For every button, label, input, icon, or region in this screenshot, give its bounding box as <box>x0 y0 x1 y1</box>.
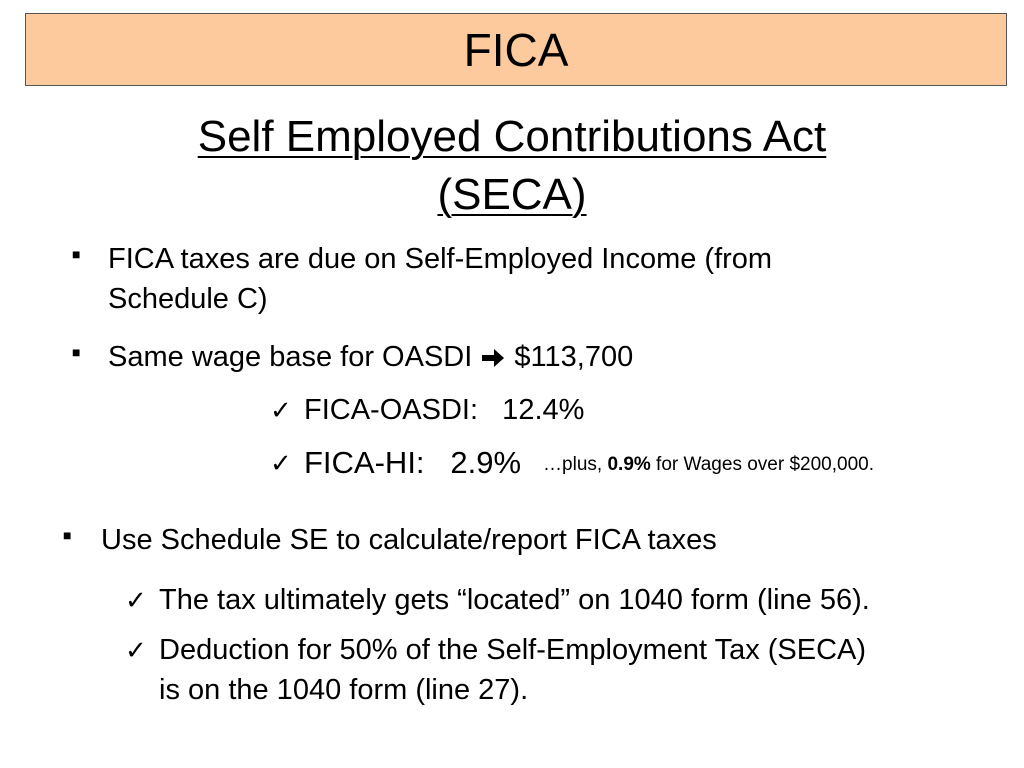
check-item-line-27 <box>125 630 866 710</box>
check-mark-icon: ✓ <box>270 448 292 478</box>
bullet-wage-base <box>72 337 633 377</box>
subtitle-line-1: Self Employed Contributions Act <box>197 112 827 161</box>
title-banner <box>25 13 1007 86</box>
bullet-schedule-se <box>63 520 717 560</box>
bullet-text: Same wage base for OASDI <box>108 341 473 373</box>
square-bullet-icon: ■ <box>63 527 72 543</box>
hi-note-rate: 0.9% <box>607 454 651 475</box>
bullet-text: Use Schedule SE to calculate/report FICA taxes <box>101 524 717 556</box>
bullet-text-line-1: FICA taxes are due on Self-Employed Income (from <box>108 243 773 275</box>
square-bullet-icon: ■ <box>72 246 81 262</box>
check-item-oasdi <box>270 390 584 430</box>
hi-note-prefix: …plus, <box>543 454 608 475</box>
bullet-text-line-2: Schedule C) <box>108 283 268 315</box>
right-arrow-icon <box>480 347 506 369</box>
oasdi-rate: FICA-OASDI: 12.4% <box>304 394 585 426</box>
hi-rate: FICA-HI: 2.9% <box>304 445 522 480</box>
wage-base-value: $113,700 <box>514 341 634 373</box>
check-item-hi <box>270 443 874 483</box>
slide-title: FICA <box>463 23 569 76</box>
check-text-line-1: Deduction for 50% of the Self-Employment Tax (SECA) <box>159 634 867 666</box>
slide-subtitle <box>0 108 1024 224</box>
check-item-line-56 <box>125 580 870 620</box>
hi-note-suffix: for Wages over $200,000. <box>650 454 874 475</box>
check-text: The tax ultimately gets “located” on 1040 form (line 56). <box>159 584 870 616</box>
check-mark-icon: ✓ <box>270 395 292 425</box>
hi-note <box>543 454 874 476</box>
check-mark-icon: ✓ <box>125 585 147 615</box>
subtitle-line-2: (SECA) <box>437 170 587 219</box>
check-mark-icon: ✓ <box>125 635 147 665</box>
bullet-self-employed-income <box>72 239 772 319</box>
check-text-line-2: is on the 1040 form (line 27). <box>159 674 529 706</box>
square-bullet-icon: ■ <box>72 344 81 360</box>
